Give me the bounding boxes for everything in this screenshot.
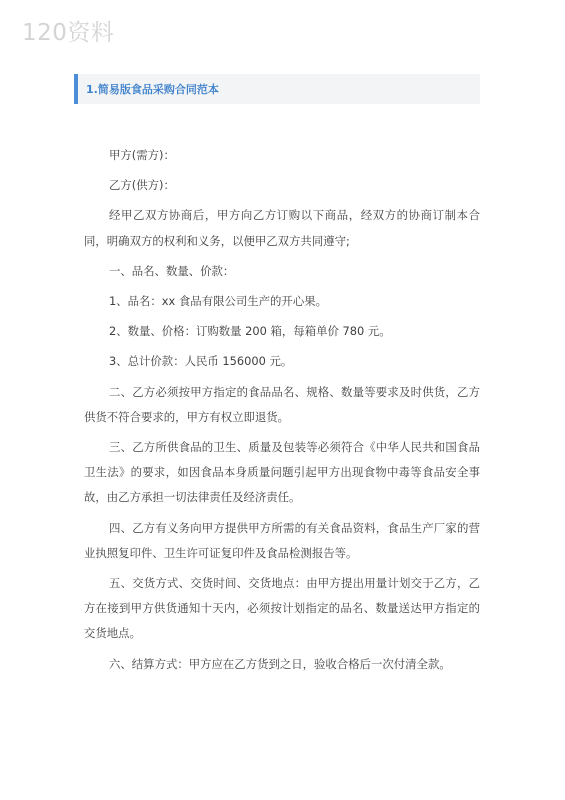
clause-1-item-1: 1、品名：xx 食品有限公司生产的开心果。	[109, 294, 327, 309]
clause-1-item-2: 2、数量、价格：订购数量 200 箱，每箱单价 780 元。	[109, 324, 391, 339]
contract-body	[84, 143, 480, 682]
clause-3-paragraph: 三、乙方所供食品的卫生、质量及包装等必须符合《中华人民共和国食品卫生法》的要求，如因食品本身质量问题引起甲方出现食物中毒等食品安全事故，由乙方承担一切法律责任及经济责任。	[84, 440, 480, 505]
clause-1-item-3: 3、总计价款：人民币 156000 元。	[109, 354, 293, 369]
clause-2-paragraph: 二、乙方必须按甲方指定的食品品名、规格、数量等要求及时供货，乙方供货不符合要求的，甲方有权立即退货。	[84, 384, 480, 424]
party-b-line: 乙方(供方)：	[109, 178, 175, 193]
party-a-line: 甲方(需方)：	[109, 148, 175, 162]
section-heading	[74, 74, 480, 104]
section-title: 1.简易版食品采购合同范本	[86, 83, 219, 96]
clause-6-paragraph: 六、结算方式：甲方应在乙方货到之日，验收合格后一次付清全款。	[109, 656, 451, 671]
preamble-paragraph: 经甲乙双方协商后，甲方向乙方订购以下商品，经双方的协商订制本合同，明确双方的权利和义务，以便甲乙双方共同遵守;	[84, 208, 480, 248]
clause-4-paragraph: 四、乙方有义务向甲方提供甲方所需的有关食品资料，食品生产厂家的营业执照复印件、卫生许可证复印件及食品检测报告等。	[84, 520, 480, 560]
clause-5-paragraph: 五、交货方式、交货时间、交货地点：由甲方提出用量计划交于乙方，乙方在接到甲方供货通知十天内，必须按计划指定的品名、数量送达甲方指定的交货地点。	[84, 576, 480, 641]
clause-1-heading: 一、品名、数量、价款：	[109, 263, 235, 278]
watermark-logo: 120资料	[22, 20, 115, 46]
